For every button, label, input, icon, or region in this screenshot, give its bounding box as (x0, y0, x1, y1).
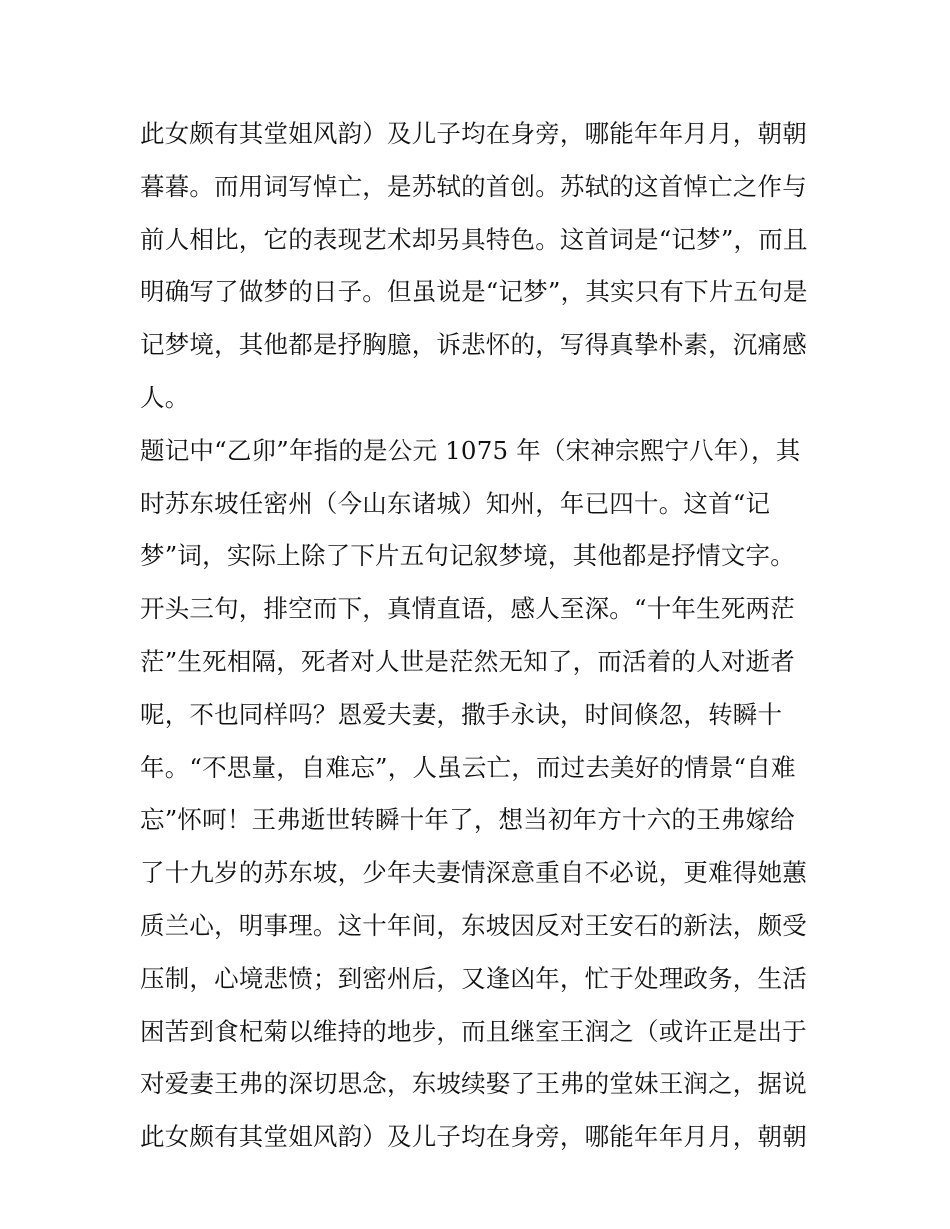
text-line: 年。“不思量，自难忘”，人虽云亡，而过去美好的情景“自难 (140, 752, 796, 782)
text-line: 压制，心境悲愤；到密州后，又逢凶年，忙于处理政务，生活 (140, 963, 807, 993)
text-line: 时苏东坡任密州（今山东诸城）知州，年已四十。这首“记 (140, 488, 771, 518)
text-line: 题记中“乙卯”年指的是公元 1075 年（宋神宗熙宁八年），其 (140, 435, 801, 465)
text-line: 梦”词，实际上除了下片五句记叙梦境，其他都是抒情文字。 (140, 541, 795, 571)
text-line: 前人相比，它的表现艺术却另具特色。这首词是“记梦”，而且 (140, 224, 808, 254)
text-line: 开头三句，排空而下，真情直语，感人至深。“十年生死两茫 (140, 594, 795, 624)
text-line: 困苦到食杞菊以维持的地步，而且继室王润之（或许正是出于 (140, 1016, 807, 1046)
text-line: 此女颇有其堂姐风韵）及儿子均在身旁，哪能年年月月，朝朝 (140, 1122, 807, 1152)
text-line: 了十九岁的苏东坡，少年夫妻情深意重自不必说，更难得她蕙 (140, 858, 807, 888)
text-line: 茫”生死相隔，死者对人世是茫然无知了，而活着的人对逝者 (140, 646, 795, 676)
text-line: 暮暮。而用词写悼亡，是苏轼的首创。苏轼的这首悼亡之作与 (140, 171, 807, 201)
text-line: 人。 (140, 382, 190, 412)
text-line: 此女颇有其堂姐风韵）及儿子均在身旁，哪能年年月月，朝朝 (140, 119, 807, 148)
body-text (140, 108, 820, 1164)
text-line: 明确写了做梦的日子。但虽说是“记梦”，其实只有下片五句是 (140, 277, 808, 307)
text-line: 质兰心，明事理。这十年间，东坡因反对王安石的新法，颇受 (140, 910, 807, 940)
text-line: 呢，不也同样吗？恩爱夫妻，撒手永诀，时间倏忽，转瞬十 (140, 699, 783, 729)
text-line: 忘”怀呵！王弗逝世转瞬十年了，想当初年方十六的王弗嫁给 (140, 805, 795, 835)
text-line: 对爱妻王弗的深切思念，东坡续娶了王弗的堂妹王润之，据说 (140, 1069, 807, 1099)
text-line: 记梦境，其他都是抒胸臆，诉悲怀的，写得真挚朴素，沉痛感 (140, 330, 807, 360)
